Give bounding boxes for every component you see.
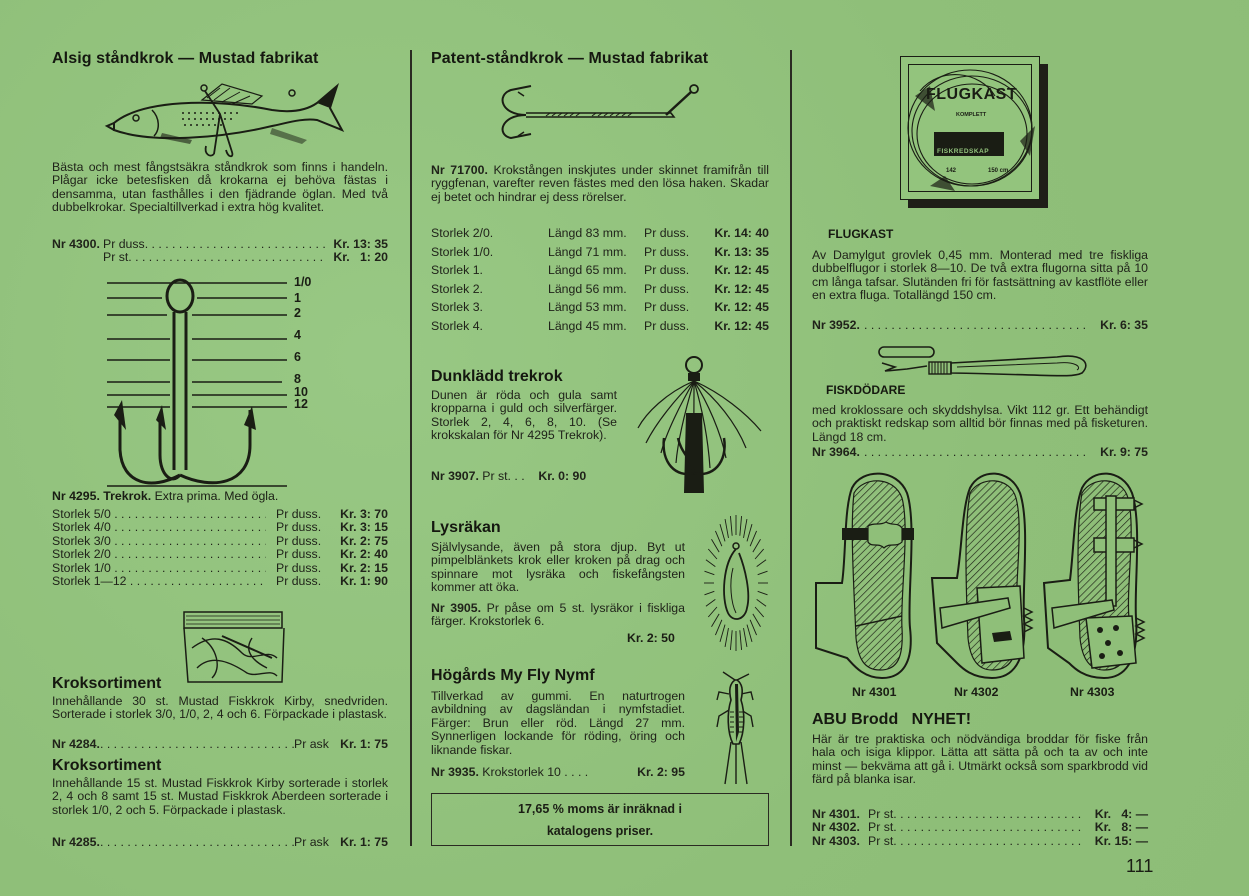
glow-ray [715, 620, 721, 635]
trekrok-heading [52, 489, 278, 503]
glow-ray [715, 531, 721, 546]
price: Kr. 4: — [1094, 807, 1148, 821]
glow-ray [725, 628, 728, 647]
glow-ray [740, 516, 742, 536]
size-label: 12 [294, 397, 308, 411]
price: Kr. 13: 35 [333, 237, 388, 251]
patent-hook-illustration [496, 80, 706, 140]
price: Kr. 6: 35 [1100, 318, 1148, 332]
item-number: Nr 4300. [52, 237, 100, 251]
glow-ray [753, 614, 761, 627]
unit: Pr ask [294, 835, 329, 849]
size: Storlek 2/0. [431, 226, 494, 240]
price-row [431, 280, 769, 299]
flugkast-package-illustration [900, 56, 1048, 208]
size-label [52, 521, 266, 534]
lysrakan-order [431, 602, 685, 629]
item-number: Nr 3964. [812, 445, 860, 459]
unit-label [868, 808, 1084, 821]
price: Kr. 2: 95 [637, 765, 685, 779]
cleat-caption-4301: Nr 4301 [852, 685, 897, 699]
size-label: 1/0 [294, 275, 312, 289]
unit: Pr duss. [276, 533, 322, 548]
vat-notice-line-1: 17,65 % moms är inräknad i [518, 802, 682, 816]
price-row [52, 575, 388, 588]
size-label [52, 508, 266, 521]
lysrakan-description: Självlysande, även på stora djup. Byt ut pimpelblänkets krok eller kroken på drag och spinnare mot lysräka och fiskefångsten kommer att öka. [431, 540, 685, 595]
glow-ray [720, 524, 725, 541]
size: Storlek 3/0 [52, 534, 111, 548]
unit-label [868, 821, 1084, 834]
unit: Pr duss. [644, 318, 690, 333]
cleat-caption-4303: Nr 4303 [1070, 685, 1115, 699]
glow-ray [747, 524, 752, 541]
price: Kr. 1: 20 [333, 250, 388, 265]
glow-ray [747, 625, 752, 642]
price-row [431, 317, 769, 336]
size: Storlek 1/0. [431, 244, 494, 259]
glow-ray [704, 571, 714, 574]
length: Längd 83 mm. [548, 226, 627, 240]
price-row [52, 508, 388, 521]
glow-ray [744, 519, 747, 538]
size: Storlek 1—12 [52, 575, 127, 589]
unit: Pr duss. [276, 560, 322, 575]
dunkladd-description: Dunen är röda och gula samt kropparna i guld och silverfärger. Storlek 2, 4, 6, 8, 10. (Se krokskalan för Nr 4295 Trekrok). [431, 388, 617, 443]
trekrok-price-table [52, 508, 388, 588]
page-number: 111 [1126, 856, 1154, 876]
order-detail: Pr påse om 5 st. lysräkor i fiskliga färger. Krokstorlek 6. [431, 601, 685, 629]
item-number: Nr 4302. [812, 820, 860, 835]
glow-ray [730, 516, 732, 536]
ice-cleats-illustration [812, 468, 1148, 683]
unit: Pr st. [868, 808, 897, 821]
size: Storlek 1. [431, 263, 483, 277]
price: Kr. 12: 45 [714, 300, 769, 314]
glow-ray [755, 549, 764, 559]
glow-ray [706, 560, 715, 567]
kroksortiment-2-title: Kroksortiment [52, 757, 162, 774]
size-label: 6 [294, 350, 301, 364]
glow-ray [757, 560, 766, 567]
nymf-title: Högårds My Fly Nymf [431, 667, 595, 684]
kroksortiment-1-title: Kroksortiment [52, 675, 162, 692]
price: Kr. 2: 75 [340, 533, 388, 548]
price-row [431, 261, 769, 280]
price: Kr. 1: 90 [340, 574, 388, 589]
glowing-shrimp-lure-illustration [703, 508, 769, 653]
price-row [812, 319, 1148, 332]
unit: Krokstorlek 10 . . . . [482, 765, 589, 779]
size-label: 2 [294, 306, 301, 320]
glow-ray [753, 539, 761, 552]
price-row [52, 251, 388, 264]
price-row [431, 243, 769, 262]
fish-priest-tool-illustration [877, 345, 1092, 380]
package-brand: FISKREDSKAP [937, 148, 990, 155]
fiskdodare-title: FISKDÖDARE [826, 383, 906, 397]
glow-ray [740, 630, 742, 650]
price: Kr. 12: 45 [714, 318, 769, 333]
patent-price-table [431, 224, 769, 335]
glow-ray [755, 607, 764, 617]
price: Kr. 15: — [1094, 833, 1148, 848]
unit: Pr duss. [276, 520, 322, 535]
cleat-4302-drawing [932, 474, 1032, 678]
glow-ray [711, 614, 719, 627]
price-row [431, 224, 769, 243]
size: Storlek 4/0 [52, 521, 111, 535]
item-number: Nr 3935. [431, 765, 479, 779]
brodd-name: ABU Brodd [812, 711, 899, 728]
length: Längd 56 mm. [548, 281, 627, 296]
brodd-price-list [812, 808, 1148, 848]
unit: Pr st. [868, 821, 897, 835]
alsig-description: Bästa och mest fångstsäkra ståndkrok som finns i handeln. Plågar icke betesfisken då krokarna ej behöva fästas i densamma, utan fasthålles i den fjädrande öglan. Med två dubbelkrokar. Specialtillverkad i extra hög kvalitet. [52, 160, 388, 215]
glow-ray [704, 591, 714, 594]
unit-label [868, 835, 1084, 848]
vat-notice-box [431, 793, 769, 846]
price-row [52, 521, 388, 534]
hook-box-illustration [182, 608, 287, 688]
size: Storlek 3. [431, 300, 483, 314]
item-number: Nr 4301. [812, 807, 860, 821]
size: Storlek 2/0 [52, 548, 111, 562]
cleat-4301-drawing [816, 474, 914, 678]
item-number: Nr 71700. [431, 163, 488, 177]
item-number: Nr 4303. [812, 833, 860, 848]
glow-ray [750, 531, 756, 546]
unit: Pr st. [868, 834, 897, 848]
size-label [52, 548, 266, 561]
glow-ray [744, 628, 747, 647]
item-number: Nr 4285. [52, 835, 100, 849]
package-title: FLUGKAST [926, 86, 1018, 103]
price-row [431, 298, 769, 317]
alsig-price-list [52, 238, 388, 265]
glow-ray [711, 539, 719, 552]
unit: Pr st. . . [482, 469, 525, 483]
glow-ray [758, 571, 768, 574]
mayfly-nymph-illustration [711, 672, 761, 787]
size-label [52, 575, 266, 588]
price: Kr. 14: 40 [714, 226, 769, 240]
flugkast-description: Av Damylgut grovlek 0,45 mm. Monterad med tre fiskliga dubbelflugor i storlek 8—10. De två extra flugorna sitta på 10 cm långa tafsar. Slutänden fri för fastsättning av kastflöte eller en extra fluga. Totallängd 150 cm. [812, 248, 1148, 303]
unit: Pr duss. [644, 281, 690, 296]
unit: Pr duss. [644, 300, 690, 314]
patent-description [431, 164, 769, 204]
unit: Pr duss. [644, 244, 690, 259]
price: Kr. 2: 15 [340, 560, 388, 575]
price: Kr. 3: 70 [340, 507, 388, 521]
glow-ray [750, 620, 756, 635]
price-row [812, 808, 1148, 821]
unit: Pr duss. [644, 226, 690, 240]
kroksortiment-1-description: Innehållande 30 st. Mustad Fiskkrok Kirby, snedvriden. Sorterade i storlek 3/0, 1/0, 2, 4 och 6. Förpackade i plastask. [52, 694, 388, 722]
brodd-title [812, 711, 971, 729]
unit: Pr duss. . . . [103, 238, 326, 251]
feathered-treble-hook-illustration [636, 353, 766, 503]
length: Längd 65 mm. [548, 263, 627, 277]
price: Kr. 2: 40 [340, 547, 388, 562]
package-subtitle: KOMPLETT [956, 112, 987, 118]
glow-ray [757, 599, 766, 606]
price: Kr. 12: 45 [714, 281, 769, 296]
nymf-description: Tillverkad av gummi. En naturtrogen avbildning av dagsländan i nymfstadiet. Färger: Brun eller röd. Längd 27 mm. Synnerligen lockande för röding, öring och liknande fiskar. [431, 689, 685, 757]
price: Kr. 2: 50 [627, 631, 675, 645]
glow-ray [730, 630, 732, 650]
size-label: 4 [294, 328, 301, 342]
new-badge: NYHET! [911, 711, 972, 728]
price: Kr. 9: 75 [1100, 445, 1148, 459]
price: Kr. 8: — [1094, 820, 1148, 835]
size-label: 10 [294, 385, 308, 399]
glow-ray [720, 625, 725, 642]
price-row [52, 548, 388, 561]
size-label [52, 535, 266, 548]
fish-with-hook-illustration [102, 78, 342, 158]
size: Storlek 1/0 [52, 561, 111, 575]
item-number: Nr 3905. [431, 601, 482, 615]
glow-ray [708, 549, 717, 559]
item-number: Nr 4295. [52, 489, 100, 503]
price: Kr. 13: 35 [714, 244, 769, 259]
price-row [52, 562, 388, 575]
glow-ray [758, 591, 768, 594]
kroksortiment-2-description: Innehållande 15 st. Mustad Fiskkrok Kirby sorterade i storlek 2, 4 och 8 samt 15 st. Mustad Fiskkrok Aberdeen sorterade i storlek 1/0, 2 och 5. Förpackade i plastask. [52, 776, 388, 817]
price: Kr. 1: 75 [340, 737, 388, 751]
price-row [52, 535, 388, 548]
glow-ray [706, 599, 715, 606]
dunkladd-title: Dunklädd trekrok [431, 368, 563, 385]
cleat-4303-drawing [1044, 474, 1144, 678]
price: Kr. 0: 90 [538, 469, 587, 483]
item-description: Extra prima. Med ögla. [154, 489, 279, 503]
size: Storlek 4. [431, 318, 483, 333]
package-length: 150 cm [988, 168, 1009, 174]
glow-ray [708, 607, 717, 617]
unit: Pr duss. [276, 547, 322, 562]
price-row [812, 446, 1148, 459]
price-row [52, 836, 388, 849]
length: Längd 45 mm. [548, 318, 627, 333]
unit: Pr duss. [276, 574, 322, 589]
item-number: Nr 3907. [431, 469, 479, 483]
description-text: Krokstången inskjutes under skinnet framifrån till ryggfenan, varefter reven fästes med den lösa haken. Skadar ej betet och hindrar ej dess rörelser. [431, 163, 769, 204]
item-number: Nr 3952. [812, 318, 860, 332]
length: Längd 71 mm. [548, 244, 627, 259]
item-name: Trekrok. [103, 489, 152, 503]
glow-ray [725, 519, 728, 538]
column-divider-right [790, 50, 792, 846]
package-nr: 142 [946, 168, 957, 174]
price-row [52, 738, 388, 751]
item-number: Nr 4284. [52, 737, 100, 751]
size-label [52, 562, 266, 575]
fiskdodare-description: med kroklossare och skyddshylsa. Vikt 112 gr. Ett behändigt och praktiskt redskap som alltid bör finnas med på fisketuren. Längd 18 cm. [812, 403, 1148, 444]
size: Storlek 5/0 [52, 508, 111, 521]
lysrakan-title: Lysräkan [431, 519, 501, 536]
brodd-description: Här är tre praktiska och nödvändiga broddar för fiske från hala och isiga klippor. Lätta att sätta på och ta av och inte minst — bekväma att gå i. Utmärkt också som sparkbrodd vid färd på blanka isar. [812, 732, 1148, 787]
price-row [812, 835, 1148, 848]
size-label: 8 [294, 372, 301, 386]
price-row [431, 470, 586, 483]
treble-hook-size-scale [52, 270, 388, 490]
unit: Pr ask [294, 737, 329, 751]
price-row [52, 238, 388, 251]
unit: Pr duss. [276, 507, 322, 521]
price: Kr. 1: 75 [340, 835, 388, 849]
vat-notice-line-2: katalogens priser. [546, 824, 654, 838]
package-brand-label [934, 132, 1004, 156]
flugkast-title: FLUGKAST [828, 227, 894, 241]
alsig-title: Alsig ståndkrok — Mustad fabrikat [52, 50, 319, 67]
price-row [812, 821, 1148, 834]
patent-title: Patent-ståndkrok — Mustad fabrikat [431, 50, 709, 67]
price: Kr. 3: 15 [340, 520, 388, 535]
length: Längd 53 mm. [548, 300, 627, 314]
column-divider-left [410, 50, 412, 846]
unit: Pr st. . . . [103, 251, 326, 264]
cleat-caption-4302: Nr 4302 [954, 685, 999, 699]
price: Kr. 12: 45 [714, 263, 769, 277]
unit: Pr duss. [644, 263, 690, 277]
price-row [431, 766, 685, 779]
size-label: 1 [294, 291, 301, 305]
size: Storlek 2. [431, 281, 483, 296]
